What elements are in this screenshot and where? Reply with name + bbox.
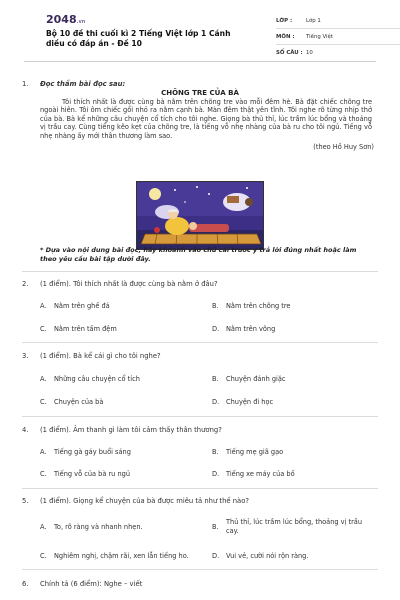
- meta-label: MÔN :: [276, 33, 295, 40]
- option-text: Nằm trên võng: [226, 325, 276, 333]
- meta-label: SỐ CÂU :: [276, 50, 303, 56]
- option-letter: B.: [212, 375, 219, 383]
- question-number: 4.: [22, 426, 29, 434]
- option-text: Chuyện của bà: [54, 398, 104, 406]
- divider: [22, 569, 378, 570]
- logo-main-text: 2048: [46, 13, 77, 26]
- option-text: Tiếng xe máy của bố: [226, 470, 295, 478]
- option-letter: C.: [40, 470, 47, 478]
- option-text: Những câu chuyện cổ tích: [54, 375, 140, 383]
- option-letter: B.: [212, 302, 219, 310]
- reading-heading: Đọc thầm bài đọc sau:: [40, 80, 126, 88]
- logo-suffix-text: .vn: [76, 19, 86, 25]
- question-number: 3.: [22, 352, 29, 360]
- option-text: Tiếng gà gáy buổi sáng: [54, 448, 131, 456]
- question-text: (1 điểm). Tôi thích nhất là được cùng bà nằm ở đâu?: [40, 280, 218, 288]
- option-text: Vui vẻ, cười nói rộn ràng.: [226, 552, 309, 560]
- meta-value: Tiếng Việt: [306, 33, 333, 40]
- question-text: (1 điểm). Âm thanh gì làm tôi cảm thấy thân thương?: [40, 426, 222, 434]
- option-letter: C.: [40, 398, 47, 406]
- header: [24, 0, 376, 62]
- option-text: Tiếng vỗ của bà ru ngủ: [54, 470, 130, 478]
- option-letter: A.: [40, 302, 47, 310]
- author-credit: (theo Hồ Huy Sơn): [313, 143, 374, 151]
- story-title: CHÕNG TRE CỦA BÀ: [161, 89, 239, 97]
- divider: [22, 488, 378, 489]
- option-letter: D.: [212, 552, 220, 560]
- meta-row-class: [276, 13, 400, 29]
- question-number: 6.: [22, 580, 29, 588]
- meta-label: LỚP :: [276, 17, 293, 24]
- meta-row-subject: [276, 29, 400, 45]
- option-letter: B.: [212, 523, 219, 531]
- option-letter: D.: [212, 470, 220, 478]
- divider: [22, 342, 378, 343]
- option-letter: D.: [212, 325, 220, 333]
- meta-value: 10: [306, 50, 313, 56]
- option-text: Nghiêm nghị, chậm rãi, xen lẫn tiếng ho.: [54, 552, 189, 560]
- option-text: Tiếng mẹ giã gạo: [226, 448, 284, 456]
- question-text: Chính tả (6 điểm): Nghe – viết: [40, 580, 143, 588]
- option-letter: A.: [40, 448, 47, 456]
- document-title: Bộ 10 đề thi cuối kì 2 Tiếng Việt lớp 1 Cánh diều có đáp án - Đề 10: [46, 29, 231, 48]
- option-letter: B.: [212, 448, 219, 456]
- question-number: 2.: [22, 280, 29, 288]
- question-text: (1 điểm). Giọng kể chuyện của bà được miêu tả như thế nào?: [40, 497, 249, 505]
- question-number: 5.: [22, 497, 29, 505]
- option-text: Nằm trên chõng tre: [226, 302, 291, 310]
- option-letter: D.: [212, 398, 220, 406]
- question-text: (1 điểm). Bà kể cái gì cho tôi nghe?: [40, 352, 161, 360]
- meta-table: [276, 13, 400, 61]
- meta-value: Lớp 1: [306, 17, 321, 24]
- reading-passage: Tôi thích nhất là được cùng bà nằm trên chõng tre vào mỗi đêm hè. Bà đặt chiếc chõng tre ngoài hiên. Tôi ôm chiếc gối nhỏ ra nằm cạnh bà. Màn đêm thật yên tĩnh. Tôi nghe rõ từng nhịp thở của bà. Bà kể những câu chuyện cổ tích cho tôi nghe. Giọng bà thủ thỉ, lúc trầm lúc bổng và thoảng vị trầu cay. Cùng tiếng kẽo kẹt của chõng tre, là tiếng vỗ nhẹ nhàng của bà ru cho tôi ngủ. Tiếng vỗ nhẹ nhàng ấy mới thân thương làm sao.: [40, 98, 372, 140]
- option-letter: A.: [40, 375, 47, 383]
- divider: [22, 271, 378, 272]
- illustration-svg: [137, 182, 264, 250]
- option-text: To, rõ ràng và nhanh nhẹn.: [54, 523, 143, 531]
- option-text: Thủ thỉ, lúc trầm lúc bổng, thoảng vị trầu cay.: [226, 518, 363, 535]
- option-text: Chuyện đánh giặc: [226, 375, 286, 383]
- option-text: Chuyện đi học: [226, 398, 274, 406]
- option-letter: C.: [40, 325, 47, 333]
- meta-row-count: [276, 45, 400, 61]
- option-letter: A.: [40, 523, 47, 531]
- story-illustration: [136, 181, 264, 250]
- site-logo[interactable]: [46, 13, 85, 26]
- divider: [22, 416, 378, 417]
- option-text: Nằm trên ghế đá: [54, 302, 110, 310]
- option-text: Nằm trên tấm đệm: [54, 325, 117, 333]
- option-letter: C.: [40, 552, 47, 560]
- instruction-text: * Dựa vào nội dung bài đọc, hãy khoanh vào chữ cái trước ý trả lời đúng nhất hoặc làm theo yêu cầu bài tập dưới đây.: [40, 246, 357, 263]
- question-number: 1.: [22, 80, 29, 88]
